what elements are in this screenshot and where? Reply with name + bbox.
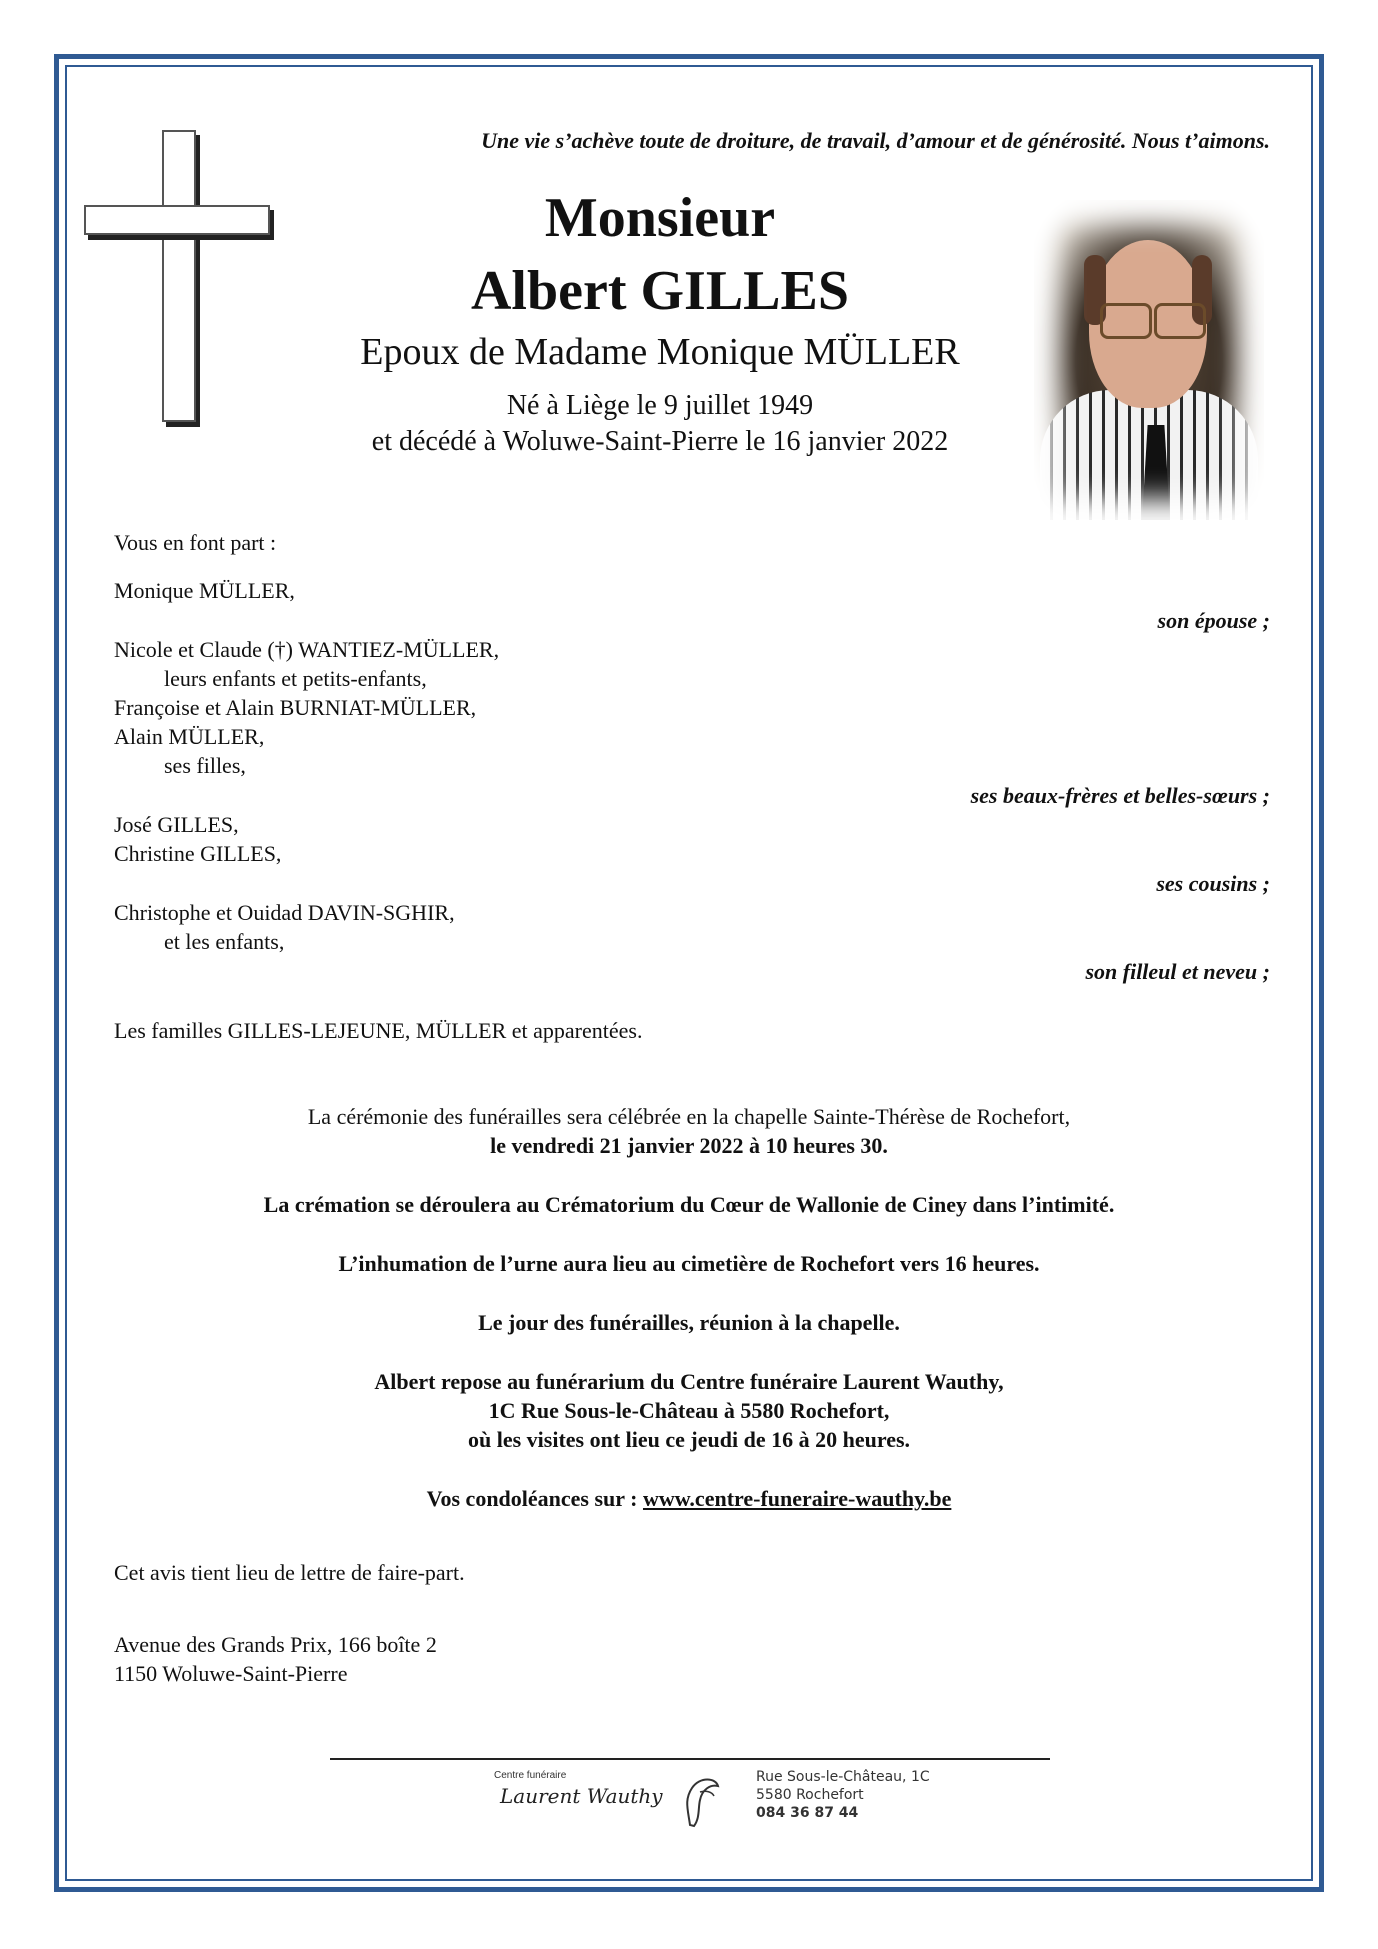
notice-line: Cet avis tient lieu de lettre de faire-part. (114, 1560, 465, 1585)
motto: Une vie s’achève toute de droiture, de travail, d’amour et de générosité. Nous t’aimons. (481, 128, 1270, 153)
civility: Monsieur (544, 187, 776, 249)
spouse-line: Epoux de Madame Monique MÜLLER (360, 331, 960, 373)
family-line: Nicole et Claude (†) WANTIEZ-MÜLLER, (114, 637, 500, 662)
repose-line: Albert repose au funérarium du Centre funéraire Laurent Wauthy, (374, 1369, 1004, 1394)
condolences-link[interactable]: www.centre-funeraire-wauthy.be (642, 1486, 952, 1511)
calla-lily-icon (670, 1770, 730, 1830)
announce-intro: Vous en font part : (114, 530, 277, 555)
repose-address: 1C Rue Sous-le-Château à 5580 Rochefort, (488, 1398, 890, 1423)
ceremony-date: le vendredi 21 janvier 2022 à 10 heures 30. (490, 1133, 888, 1158)
family-line: leurs enfants et petits-enfants, (164, 666, 427, 691)
funeral-home-logo (494, 1770, 664, 1830)
footer-divider (330, 1758, 1050, 1760)
condolences-line (100, 1484, 1278, 1513)
contact-phone: 084 36 87 44 (756, 1805, 859, 1821)
cremation-line: La crémation se déroulera au Crématorium du Cœur de Wallonie de Ciney dans l’intimité. (263, 1192, 1115, 1217)
family-role: son filleul et neveu ; (1085, 959, 1270, 984)
family-line: Christophe et Ouidad DAVIN-SGHIR, (114, 900, 455, 925)
family-role: ses cousins ; (1156, 871, 1270, 896)
families-line: Les familles GILLES-LEJEUNE, MÜLLER et apparentées. (114, 1018, 643, 1043)
contact-city: 5580 Rochefort (756, 1787, 864, 1803)
death-line: et décédé à Woluwe-Saint-Pierre le 16 janvier 2022 (371, 426, 949, 457)
contact-street: Rue Sous-le-Château, 1C (756, 1769, 930, 1785)
family-line: Christine GILLES, (114, 841, 282, 866)
family-line: Alain MÜLLER, (114, 724, 265, 749)
reunion-line: Le jour des funérailles, réunion à la chapelle. (478, 1310, 900, 1335)
family-role: son épouse ; (1157, 608, 1270, 633)
address-street: Avenue des Grands Prix, 166 boîte 2 (114, 1632, 437, 1657)
condolences-label: Vos condoléances sur : (426, 1486, 643, 1511)
ceremony-line: La cérémonie des funérailles sera célébrée en la chapelle Sainte-Thérèse de Rochefort, (307, 1104, 1071, 1129)
portrait-photo (1034, 200, 1264, 520)
family-line: ses filles, (164, 753, 246, 778)
deceased-name: Albert GILLES (470, 260, 850, 322)
logo-script-text: Laurent Wauthy (500, 1784, 663, 1808)
inhumation-line: L’inhumation de l’urne aura lieu au cimetière de Rochefort vers 16 heures. (338, 1251, 1040, 1276)
family-line: Françoise et Alain BURNIAT-MÜLLER, (114, 695, 477, 720)
funeral-home-contact (756, 1768, 930, 1822)
cross-icon (84, 130, 274, 430)
family-line: et les enfants, (164, 929, 285, 954)
family-line: José GILLES, (114, 812, 239, 837)
birth-line: Né à Liège le 9 juillet 1949 (506, 390, 814, 421)
family-role: ses beaux-frères et belles-sœurs ; (970, 783, 1270, 808)
logo-small-text: Centre funéraire (494, 1770, 567, 1781)
address-city: 1150 Woluwe-Saint-Pierre (114, 1661, 348, 1686)
repose-visits: où les visites ont lieu ce jeudi de 16 à 20 heures. (467, 1427, 911, 1452)
family-line: Monique MÜLLER, (114, 578, 295, 603)
